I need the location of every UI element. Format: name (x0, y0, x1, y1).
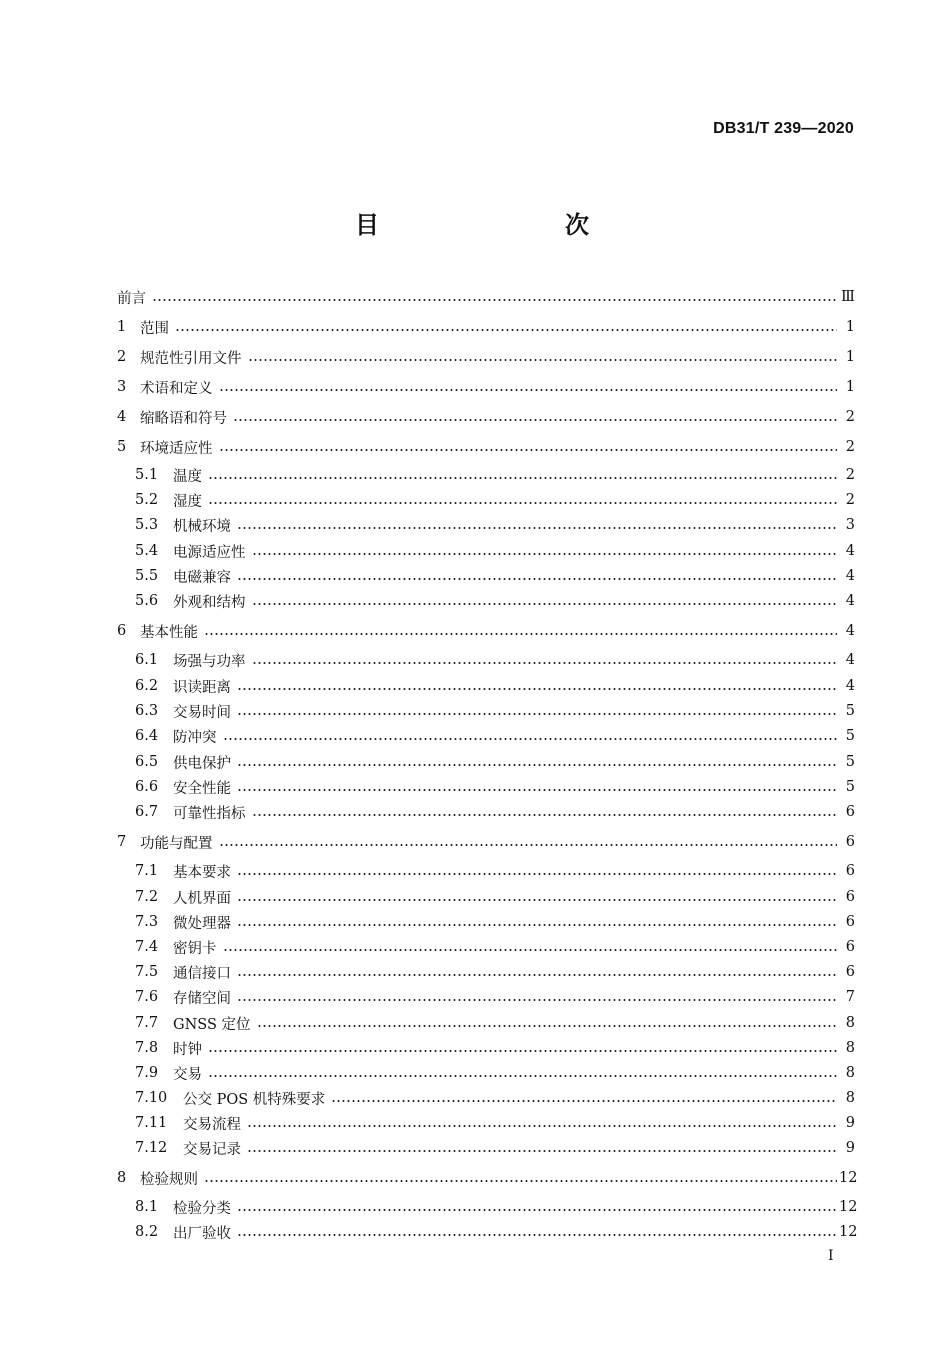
toc-entry-label: 通信接口 (173, 965, 231, 982)
toc-entry[interactable] (117, 514, 855, 536)
toc-entry-label: 密钥卡 (173, 940, 217, 957)
toc-entry-label: 微处理器 (173, 915, 231, 932)
toc-entry[interactable] (117, 986, 855, 1008)
dot-leader (204, 1180, 837, 1182)
toc-entry[interactable] (117, 436, 855, 458)
toc-entry[interactable] (117, 886, 855, 908)
toc-entry-page: 6 (845, 939, 855, 955)
toc-entry-number: 3 (117, 379, 127, 395)
toc-entry-label: 规范性引用文件 (140, 350, 242, 367)
dot-leader (208, 1075, 837, 1077)
toc-entry-label: 交易记录 (183, 1141, 241, 1158)
toc-entry-number: 7.4 (135, 939, 159, 955)
toc-entry-page: 6 (845, 834, 855, 850)
dot-leader (237, 974, 837, 976)
toc-entry[interactable] (117, 700, 855, 722)
toc-entry-label: 安全性能 (173, 780, 231, 797)
toc-entry-number: 5.1 (135, 467, 159, 483)
dot-leader (237, 899, 837, 901)
toc-entry-label: 温度 (173, 468, 202, 485)
toc-entry[interactable] (117, 565, 855, 587)
dot-leader (237, 873, 837, 875)
dot-leader (237, 578, 837, 580)
toc-entry-label: 识读距离 (173, 679, 231, 696)
toc-entry-page: 1 (845, 379, 855, 395)
toc-entry-page: 2 (845, 409, 855, 425)
toc-entry[interactable] (117, 1037, 855, 1059)
toc-entry[interactable] (117, 1137, 855, 1159)
toc-entry[interactable] (117, 751, 855, 773)
toc-entry-page: 12 (839, 1199, 858, 1215)
toc-entry-label: GNSS 定位 (173, 1016, 251, 1033)
toc-entry-number: 8 (117, 1170, 127, 1186)
toc-entry-page: 4 (845, 543, 855, 559)
dot-leader (152, 299, 837, 301)
toc-entry[interactable] (117, 286, 855, 308)
toc-entry-page: 7 (845, 989, 855, 1005)
toc-entry-label: 时钟 (173, 1041, 202, 1058)
toc-entry-label: 防冲突 (173, 729, 217, 746)
dot-leader (219, 844, 838, 846)
toc-entry[interactable] (117, 1012, 855, 1034)
toc-entry-label: 湿度 (173, 493, 202, 510)
toc-entry-page: 8 (845, 1090, 855, 1106)
toc-entry-label: 供电保护 (173, 755, 231, 772)
dot-leader (219, 389, 838, 391)
toc-entry-number: 7.9 (135, 1065, 159, 1081)
toc-entry-number: 7.2 (135, 889, 159, 905)
dot-leader (237, 527, 837, 529)
toc-entry[interactable] (117, 649, 855, 671)
toc-entry-number: 7.12 (135, 1140, 168, 1156)
toc-entry[interactable] (117, 675, 855, 697)
toc-entry-number: 8.1 (135, 1199, 159, 1215)
toc-entry-page: 5 (845, 779, 855, 795)
toc-entry[interactable] (117, 464, 855, 486)
toc-entry-page: 1 (845, 319, 855, 335)
dot-leader (175, 329, 837, 331)
toc-entry-page: 6 (845, 964, 855, 980)
toc-entry-page: 4 (845, 623, 855, 639)
toc-entry[interactable] (117, 725, 855, 747)
toc-entry-label: 存储空间 (173, 990, 231, 1007)
toc-entry-number: 6.1 (135, 652, 159, 668)
page-number: I (828, 1248, 834, 1264)
toc-entry-page: 12 (839, 1224, 858, 1240)
dot-leader (204, 633, 837, 635)
toc-entry-page: 9 (845, 1140, 855, 1156)
dot-leader (237, 1234, 837, 1236)
dot-leader (208, 502, 837, 504)
toc-entry-number: 6.6 (135, 779, 159, 795)
toc-entry-number: 7.8 (135, 1040, 159, 1056)
toc-entry[interactable] (117, 1167, 858, 1189)
toc-entry-page: 6 (845, 804, 855, 820)
toc-entry-number: 5.6 (135, 593, 159, 609)
dot-leader (252, 662, 838, 664)
toc-entry-number: 7.1 (135, 863, 159, 879)
dot-leader (208, 1050, 837, 1052)
toc-entry-label: 环境适应性 (140, 440, 213, 457)
toc-entry-page: 12 (839, 1170, 858, 1186)
toc-entry[interactable] (117, 1112, 855, 1134)
toc-entry-page: 2 (845, 439, 855, 455)
toc-entry-page: 8 (845, 1065, 855, 1081)
toc-entry-number: 4 (117, 409, 127, 425)
toc-entry[interactable] (117, 1087, 855, 1109)
toc-entry-page: 5 (845, 728, 855, 744)
toc-entry-number: 5.2 (135, 492, 159, 508)
toc-title: 目 次 (355, 211, 635, 239)
toc-entry-number: 8.2 (135, 1224, 159, 1240)
toc-entry-number: 7.3 (135, 914, 159, 930)
toc-entry[interactable] (117, 1196, 858, 1218)
toc-entry-label: 公交 POS 机特殊要求 (183, 1091, 326, 1108)
dot-leader (237, 713, 837, 715)
dot-leader (252, 553, 838, 555)
toc-entry-page: 5 (845, 754, 855, 770)
toc-entry-number: 6.2 (135, 678, 159, 694)
toc-entry-number: 5.3 (135, 517, 159, 533)
toc-entry-label: 电源适应性 (173, 544, 246, 561)
toc-entry-number: 6.7 (135, 804, 159, 820)
toc-entry-label: 人机界面 (173, 890, 231, 907)
toc-entry-label: 机械环境 (173, 518, 231, 535)
dot-leader (237, 1209, 837, 1211)
dot-leader (223, 949, 838, 951)
toc-entry-number: 5.5 (135, 568, 159, 584)
toc-entry-number: 6 (117, 623, 127, 639)
toc-entry-page: 6 (845, 889, 855, 905)
dot-leader (219, 449, 838, 451)
dot-leader (208, 477, 837, 479)
toc-entry-page: 9 (845, 1115, 855, 1131)
toc-entry-page: 5 (845, 703, 855, 719)
dot-leader (331, 1100, 837, 1102)
toc-entry[interactable] (117, 860, 855, 882)
dot-leader (237, 688, 837, 690)
dot-leader (247, 1125, 837, 1127)
dot-leader (247, 1150, 837, 1152)
dot-leader (252, 603, 838, 605)
dot-leader (248, 359, 838, 361)
toc-entry[interactable] (117, 1221, 858, 1243)
dot-leader (237, 999, 837, 1001)
toc-entry-label: 缩略语和符号 (140, 410, 227, 427)
toc-entry-label: 基本性能 (140, 624, 198, 641)
toc-entry[interactable] (117, 620, 855, 642)
dot-leader (233, 419, 837, 421)
toc-entry-label: 功能与配置 (140, 835, 213, 852)
toc-entry-label: 前言 (117, 290, 146, 307)
toc-entry-label: 交易 (173, 1066, 202, 1083)
toc-entry-label: 检验规则 (140, 1171, 198, 1188)
toc-entry-page: 2 (845, 492, 855, 508)
toc-entry-number: 5 (117, 439, 127, 455)
toc-entry-number: 1 (117, 319, 127, 335)
toc-entry[interactable] (117, 1062, 855, 1084)
toc-entry[interactable] (117, 489, 855, 511)
toc-entry-label: 可靠性指标 (173, 805, 246, 822)
toc-entry-label: 场强与功率 (173, 653, 246, 670)
toc-entry[interactable] (117, 316, 855, 338)
toc-entry[interactable] (117, 540, 855, 562)
toc-entry-page: 2 (845, 467, 855, 483)
toc-entry[interactable] (117, 801, 855, 823)
toc-entry-page: 4 (845, 568, 855, 584)
toc-entry-label: 出厂验收 (173, 1225, 231, 1242)
toc-entry-page: 8 (845, 1015, 855, 1031)
toc-entry-page: 6 (845, 863, 855, 879)
toc-entry-label: 基本要求 (173, 864, 231, 881)
toc-entry-label: 交易时间 (173, 704, 231, 721)
document-code: DB31/T 239—2020 (713, 120, 854, 137)
toc-entry-label: 术语和定义 (140, 380, 213, 397)
toc-entry-page: 8 (845, 1040, 855, 1056)
dot-leader (223, 738, 838, 740)
toc-entry-number: 6.5 (135, 754, 159, 770)
toc-entry[interactable] (117, 961, 855, 983)
toc-entry-page: 3 (845, 517, 855, 533)
toc-entry-page: 4 (845, 678, 855, 694)
toc-entry-page: Ⅲ (841, 289, 855, 305)
dot-leader (257, 1025, 838, 1027)
toc-entry[interactable] (117, 936, 855, 958)
toc-entry-label: 外观和结构 (173, 594, 246, 611)
toc-entry[interactable] (117, 346, 855, 368)
toc-entry[interactable] (117, 911, 855, 933)
toc-entry-label: 检验分类 (173, 1200, 231, 1217)
dot-leader (237, 789, 837, 791)
toc-entry-number: 7.5 (135, 964, 159, 980)
dot-leader (252, 814, 838, 816)
toc-entry-label: 范围 (140, 320, 169, 337)
toc-entry[interactable] (117, 406, 855, 428)
toc-entry-page: 4 (845, 652, 855, 668)
toc-entry[interactable] (117, 831, 855, 853)
dot-leader (237, 764, 837, 766)
toc-entry-number: 7.10 (135, 1090, 168, 1106)
toc-entry-page: 4 (845, 593, 855, 609)
toc-entry-page: 6 (845, 914, 855, 930)
toc-entry-number: 2 (117, 349, 127, 365)
toc-entry-label: 交易流程 (183, 1116, 241, 1133)
toc-entry-number: 7.11 (135, 1115, 168, 1131)
toc-entry-number: 7.6 (135, 989, 159, 1005)
toc-entry[interactable] (117, 776, 855, 798)
toc-entry-number: 6.3 (135, 703, 159, 719)
toc-entry-label: 电磁兼容 (173, 569, 231, 586)
toc-entry[interactable] (117, 376, 855, 398)
toc-entry-number: 6.4 (135, 728, 159, 744)
toc-entry-number: 7 (117, 834, 127, 850)
toc-entry-number: 5.4 (135, 543, 159, 559)
toc-entry[interactable] (117, 590, 855, 612)
toc-entry-page: 1 (845, 349, 855, 365)
toc-entry-number: 7.7 (135, 1015, 159, 1031)
dot-leader (237, 924, 837, 926)
